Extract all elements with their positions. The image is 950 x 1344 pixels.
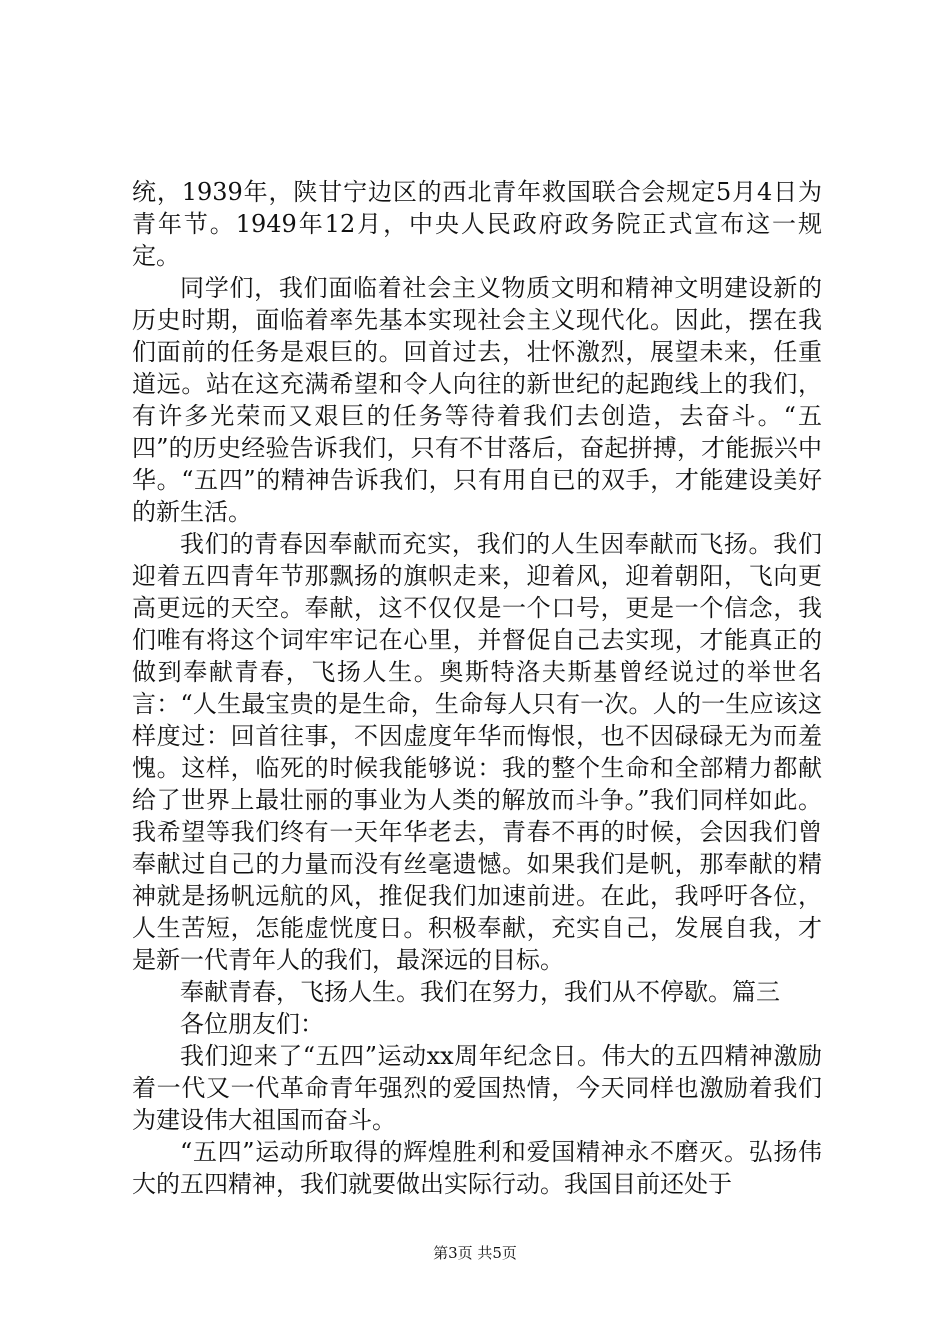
paragraph: 同学们，我们面临着社会主义物质文明和精神文明建设新的历史时期，面临着率先基本实现社会主义现代化。因此，摆在我们面前的任务是艰巨的。回首过去，壮怀激烈，展望未来，任重道远。站在这充满希望和令人向往的新世纪的起跑线上的我们，有许多光荣而又艰巨的任务等待着我们去创造，去奋斗。“五四”的历史经验告诉我们，只有不甘落后，奋起拼搏，才能振兴中华。“五四”的精神告诉我们，只有用自已的双手，才能建设美好的新生活。 xyxy=(132,274,822,526)
document-body xyxy=(132,176,822,1200)
paragraph: 我们的青春因奉献而充实，我们的人生因奉献而飞扬。我们迎着五四青年节那飘扬的旗帜走来，迎着风，迎着朝阳，飞向更高更远的天空。奉献，这不仅仅是一个口号，更是一个信念，我们唯有将这个词牢牢记在心里，并督促自己去实现，才能真正的做到奉献青春，飞扬人生。奥斯特洛夫斯基曾经说过的举世名言：“人生最宝贵的是生命，生命每人只有一次。人的一生应该这样度过：回首往事，不因虚度年华而悔恨，也不因碌碌无为而羞愧。这样，临死的时候我能够说：我的整个生命和全部精力都献给了世界上最壮丽的事业为人类的解放而斗争。”我们同样如此。我希望等我们终有一天年华老去，青春不再的时候，会因我们曾奉献过自己的力量而没有丝毫遗憾。如果我们是帆，那奉献的精神就是扬帆远航的风，推促我们加速前进。在此，我呼吁各位，人生苦短，怎能虚恍度日。积极奉献，充实自己，发展自我，才是新一代青年人的我们，最深远的目标。 xyxy=(132,530,822,974)
paragraph-continued: 统，1939年，陕甘宁边区的西北青年救国联合会规定5月4日为青年节。1949年12月，中央人民政府政务院正式宣布这一规定。 xyxy=(132,178,822,270)
paragraph: 奉献青春，飞扬人生。我们在努力，我们从不停歇。篇三 xyxy=(180,978,780,1006)
paragraph: 我们迎来了“五四”运动xx周年纪念日。伟大的五四精神激励着一代又一代革命青年强烈的爱国热情，今天同样也激励着我们为建设伟大祖国而奋斗。 xyxy=(132,1042,822,1134)
salutation: 各位朋友们： xyxy=(180,1010,324,1038)
paragraph: “五四”运动所取得的辉煌胜利和爱国精神永不磨灭。弘扬伟大的五四精神，我们就要做出实际行动。我国目前还处于 xyxy=(132,1138,822,1198)
page-number-footer: 第3页 共5页 xyxy=(433,1244,517,1262)
